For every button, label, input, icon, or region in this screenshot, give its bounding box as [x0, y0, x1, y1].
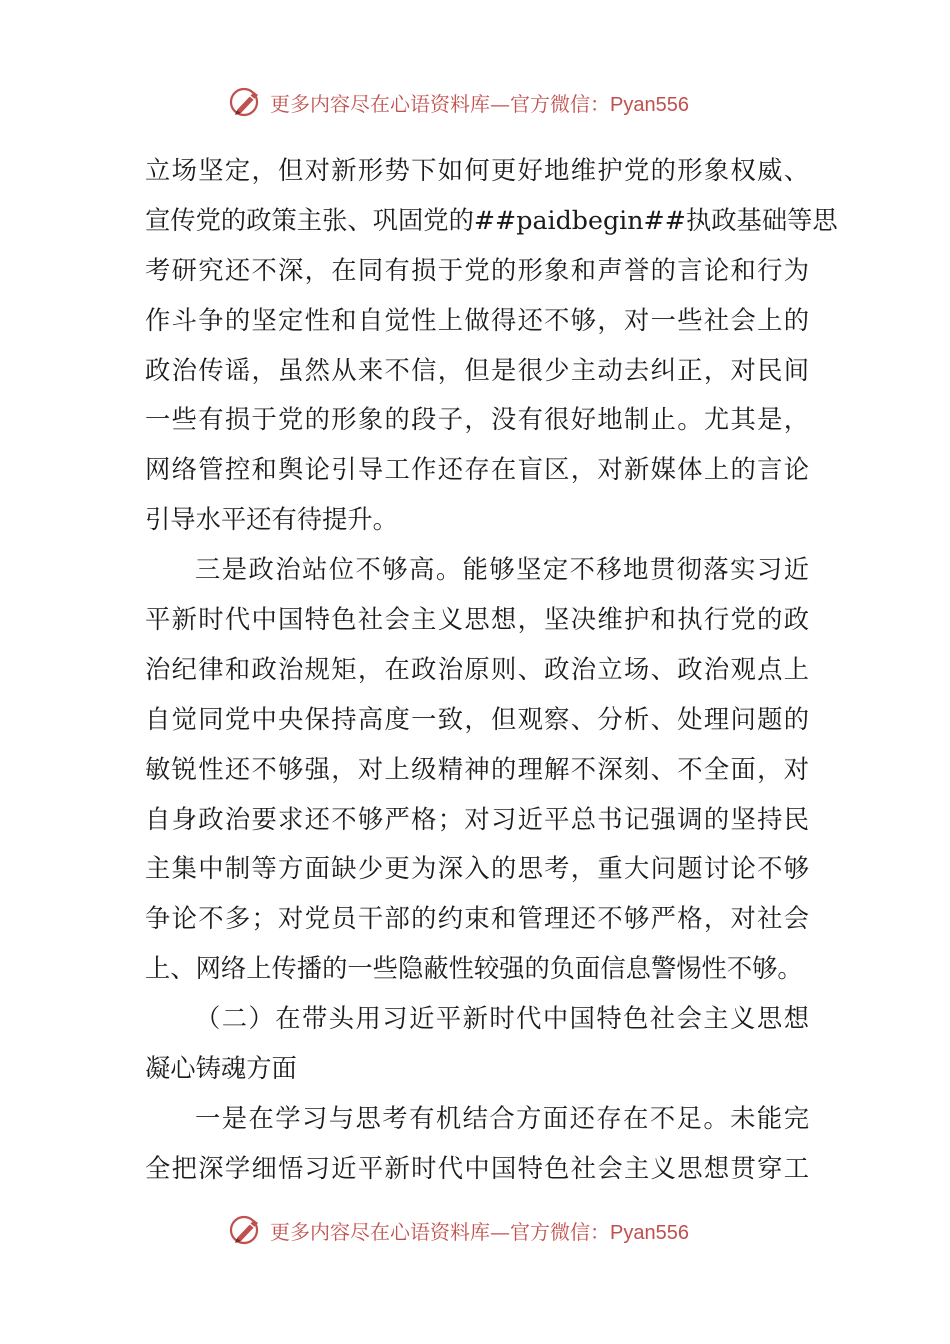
text-line: 争论不多；对党员干部的约束和管理还不够严格，对社会: [145, 904, 809, 934]
text-line: 上、网络上传播的一些隐蔽性较强的负面信息警惕性不够。: [145, 954, 803, 984]
footer-watermark: [228, 1210, 728, 1250]
pen-logo-icon: [228, 1212, 264, 1248]
wechat-id: Pyan556: [610, 93, 689, 116]
text-line: 网络管控和舆论引导工作还存在盲区，对新媒体上的言论: [145, 455, 809, 485]
header-watermark: [228, 82, 728, 122]
section-heading-cont: 凝心铸魂方面: [145, 1054, 297, 1084]
text-line: 立场坚定，但对新形势下如何更好地维护党的形象权威、: [145, 156, 809, 185]
text-line: 作斗争的坚定性和自觉性上做得还不够，对一些社会上的: [145, 305, 809, 335]
paragraph-first-line: 一是在学习与思考有机结合方面还存在不足。未能完: [195, 1103, 809, 1133]
text-line: 主集中制等方面缺少更为深入的思考，重大问题讨论不够: [145, 854, 809, 884]
watermark-text: 更多内容尽在心语资料库—官方微信：Pyan556: [270, 1219, 689, 1244]
paragraph-first-line: 三是政治站位不够高。能够坚定不移地贯彻落实习近: [195, 555, 809, 585]
text-line: 宣传党的政策主张、巩固党的##paidbegin##执政基础等思: [145, 205, 838, 235]
text-line: 政治传谣，虽然从来不信，但是很少主动去纠正，对民间: [145, 355, 809, 385]
text-line: 引导水平还有待提升。: [145, 505, 398, 535]
text-line: 治纪律和政治规矩，在政治原则、政治立场、政治观点上: [145, 654, 809, 684]
wechat-id: Pyan556: [610, 1221, 689, 1244]
text-line: 敏锐性还不够强，对上级精神的理解不深刻、不全面，对: [145, 754, 809, 784]
watermark-text: 更多内容尽在心语资料库—官方微信：Pyan556: [270, 91, 689, 116]
text-line: 一些有损于党的形象的段子，没有很好地制止。尤其是，: [145, 405, 809, 435]
text-line: 平新时代中国特色社会主义思想，坚决维护和执行党的政: [145, 605, 809, 635]
text-line: 自身政治要求还不够严格；对习近平总书记强调的坚持民: [145, 804, 809, 834]
document-body: [145, 146, 838, 1194]
pen-logo-icon: [228, 84, 264, 120]
text-line: 考研究还不深，在同有损于党的形象和声誉的言论和行为: [145, 255, 809, 285]
text-line: 自觉同党中央保持高度一致，但观察、分析、处理问题的: [145, 704, 809, 734]
section-heading: （二）在带头用习近平新时代中国特色社会主义思想: [195, 1004, 809, 1034]
text-line: 全把深学细悟习近平新时代中国特色社会主义思想贯穿工: [145, 1153, 809, 1183]
